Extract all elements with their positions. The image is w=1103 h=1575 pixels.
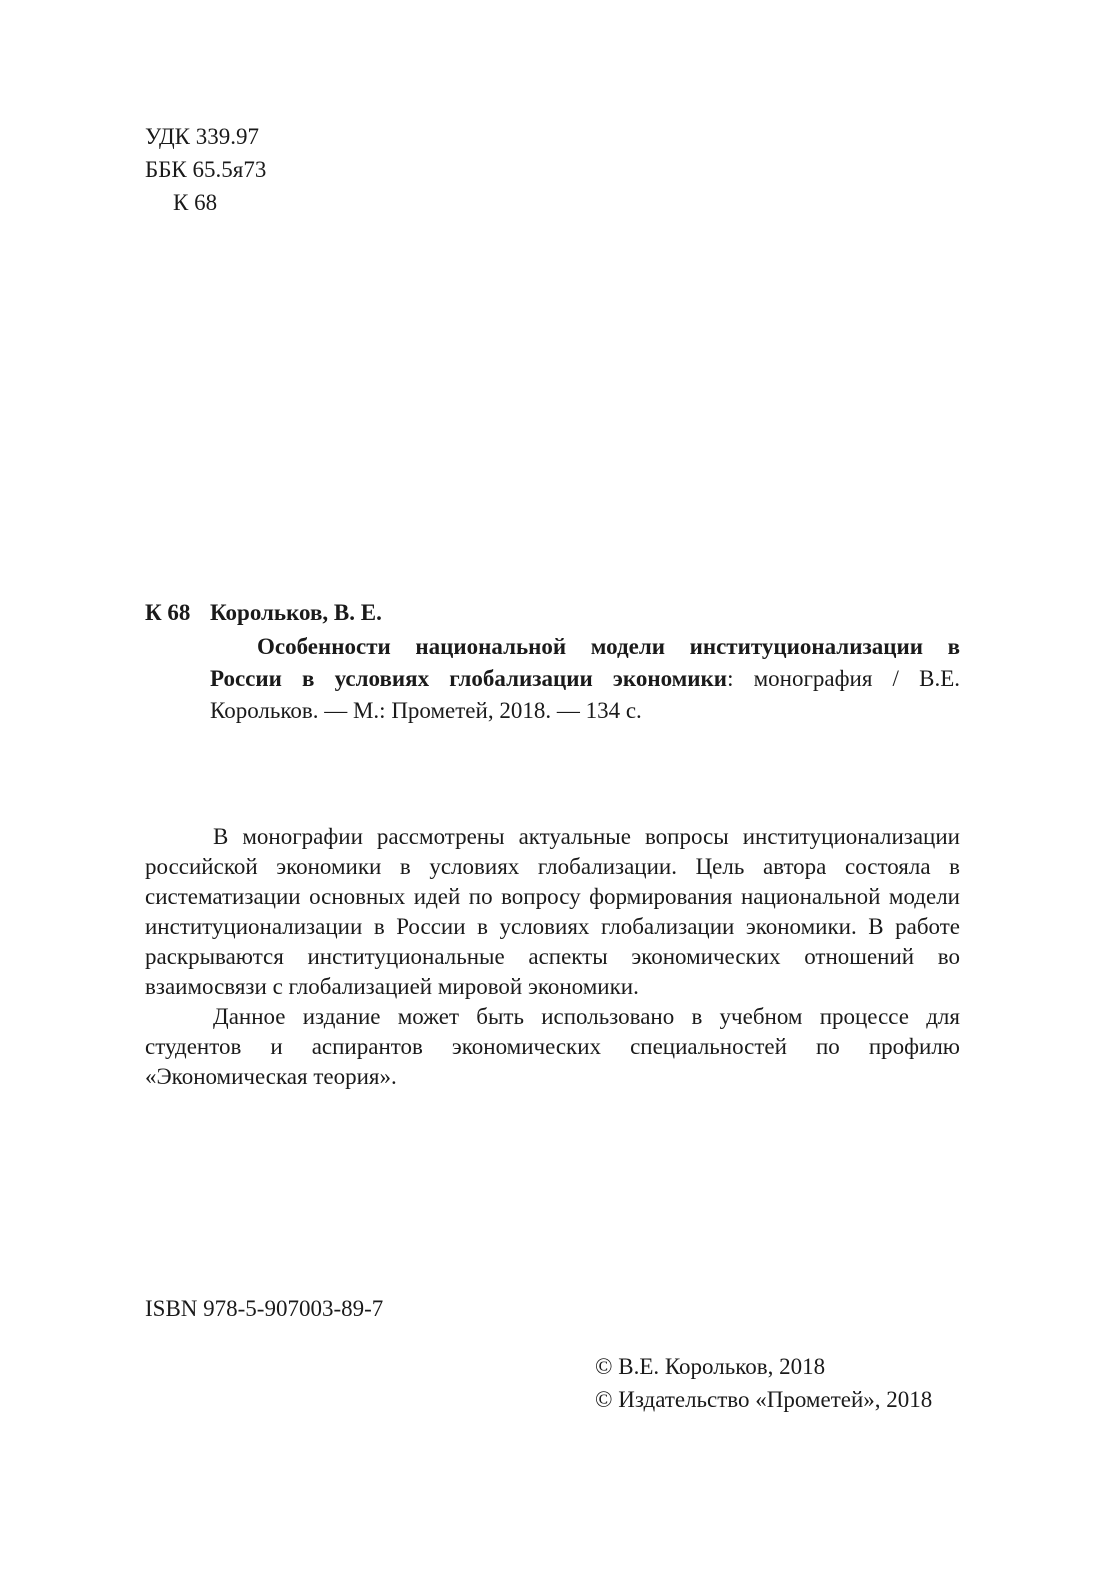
abstract-paragraph-2: Данное издание может быть использовано в учебном процессе для студентов и аспирантов экономических специальностей по профилю «Экономическая теория». — [145, 1004, 960, 1089]
bbk-code: ББК 65.5я73 — [145, 157, 267, 182]
abstract-paragraph-1: В монографии рассмотрены актуальные вопросы институционализации российской экономики в условиях глобализации. Цель автора состояла в систематизации основных идей по вопросу формирования национальной модели институционализации в России в условиях глобализации экономики. В работе раскрываются институциональные аспекты экономических отношений во взаимосвязи с глобализацией мировой экономики. — [145, 824, 960, 999]
catalog-heading — [145, 595, 960, 631]
copyright-publisher: © Издательство «Прометей», 2018 — [595, 1387, 933, 1412]
catalog-code: К 68 — [145, 600, 191, 625]
copyright-block — [595, 1350, 932, 1416]
isbn: ISBN 978-5-907003-89-7 — [145, 1296, 384, 1321]
author-sign: К 68 — [173, 190, 218, 215]
catalog-entry — [145, 595, 960, 727]
catalog-details: : монография / В.Е. Корольков. — М.: Прометей, 2018. — 134 с. — [210, 666, 960, 723]
abstract — [145, 822, 960, 1092]
udk-code: УДК 339.97 — [145, 124, 259, 149]
catalog-description — [210, 631, 960, 727]
catalog-author: Корольков, В. Е. — [210, 600, 382, 625]
copyright-author: © В.Е. Корольков, 2018 — [595, 1354, 826, 1379]
classification-codes — [145, 120, 266, 219]
catalog-title: Особенности национальной модели институционализации в России в условиях глобализации экономики — [210, 634, 960, 691]
